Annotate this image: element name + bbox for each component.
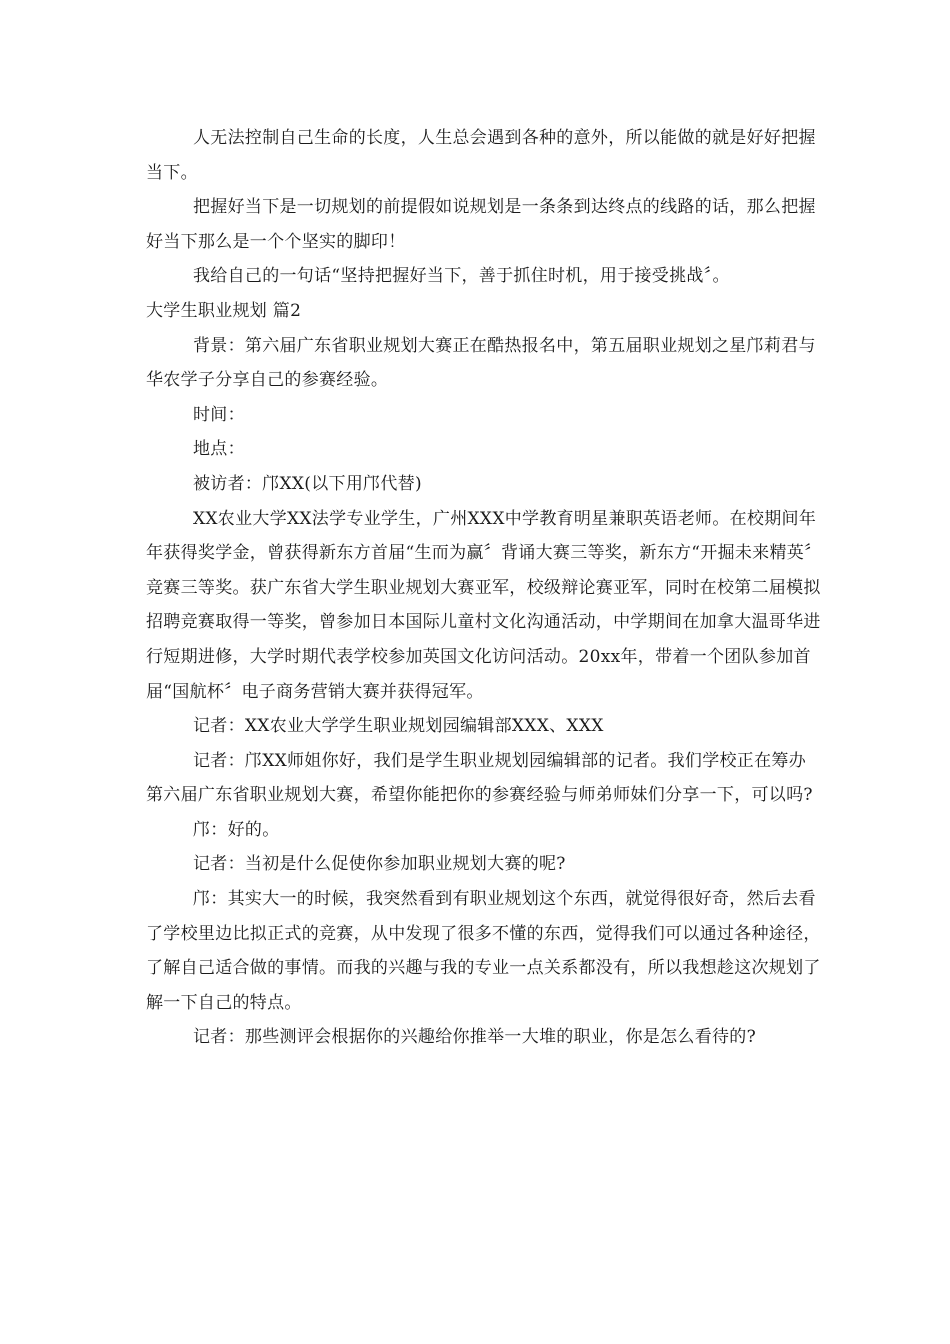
paragraph-question-3: 记者：那些测评会根据你的兴趣给你推举一大堆的职业，你是怎么看待的? xyxy=(193,1027,757,1048)
paragraph-location: 地点： xyxy=(193,439,245,460)
paragraph-reporter: 记者：XX农业大学学生职业规划园编辑部XXX、XXX xyxy=(193,716,604,737)
document-page xyxy=(146,121,822,1055)
section-heading: 大学生职业规划 篇2 xyxy=(146,300,302,321)
paragraph-1: 人无法控制自己生命的长度，人生总会遇到各种的意外，所以能做的就是好好把握当下。 xyxy=(146,128,816,183)
paragraph-question-2: 记者：当初是什么促使你参加职业规划大赛的呢? xyxy=(193,854,566,875)
paragraph-answer-2: 邝：其实大一的时候，我突然看到有职业规划这个东西，就觉得很好奇，然后去看了学校里边比拟正式的竞赛，从中发现了很多不懂的东西，觉得我们可以通过各种途径，了解自己适合做的事情。而我的兴趣与我的专业一点关系都没有，所以我想趁这次规划了解一下自己的特点。 xyxy=(146,889,821,1013)
paragraph-time: 时间： xyxy=(193,404,245,425)
paragraph-interviewee: 被访者：邝XX(以下用邝代替) xyxy=(193,473,422,494)
paragraph-2: 把握好当下是一切规划的前提假如说规划是一条条到达终点的线路的话，那么把握好当下那么是一个个坚实的脚印！ xyxy=(146,197,816,252)
paragraph-question-1: 记者：邝XX师姐你好，我们是学生职业规划园编辑部的记者。我们学校正在筹办第六届广东省职业规划大赛，希望你能把你的参赛经验与师弟师妹们分享一下，可以吗? xyxy=(146,750,813,806)
paragraph-bio: XX农业大学XX法学专业学生，广州XXX中学教育明星兼职英语老师。在校期间年年获得奖学金，曾获得新东方首届“生而为赢〞背诵大赛三等奖，新东方“开掘未来精英〞竞赛三等奖。获广东省大学生职业规划大赛亚军，校级辩论赛亚军，同时在校第二届模拟招聘竞赛取得一等奖，曾参加日本国际儿童村文化沟通活动，中学期间在加拿大温哥华进行短期进修，大学时期代表学校参加英国文化访问活动。20xx年，带着一个团队参加首届“国航杯〞电子商务营销大赛并获得冠军。 xyxy=(146,508,822,702)
paragraph-background: 背景：第六届广东省职业规划大赛正在酷热报名中，第五届职业规划之星邝莉君与华农学子分享自己的参赛经验。 xyxy=(146,335,816,391)
paragraph-3: 我给自己的一句话“坚持把握好当下，善于抓住时机，用于接受挑战〞。 xyxy=(193,266,730,287)
paragraph-answer-1: 邝：好的。 xyxy=(193,819,280,840)
